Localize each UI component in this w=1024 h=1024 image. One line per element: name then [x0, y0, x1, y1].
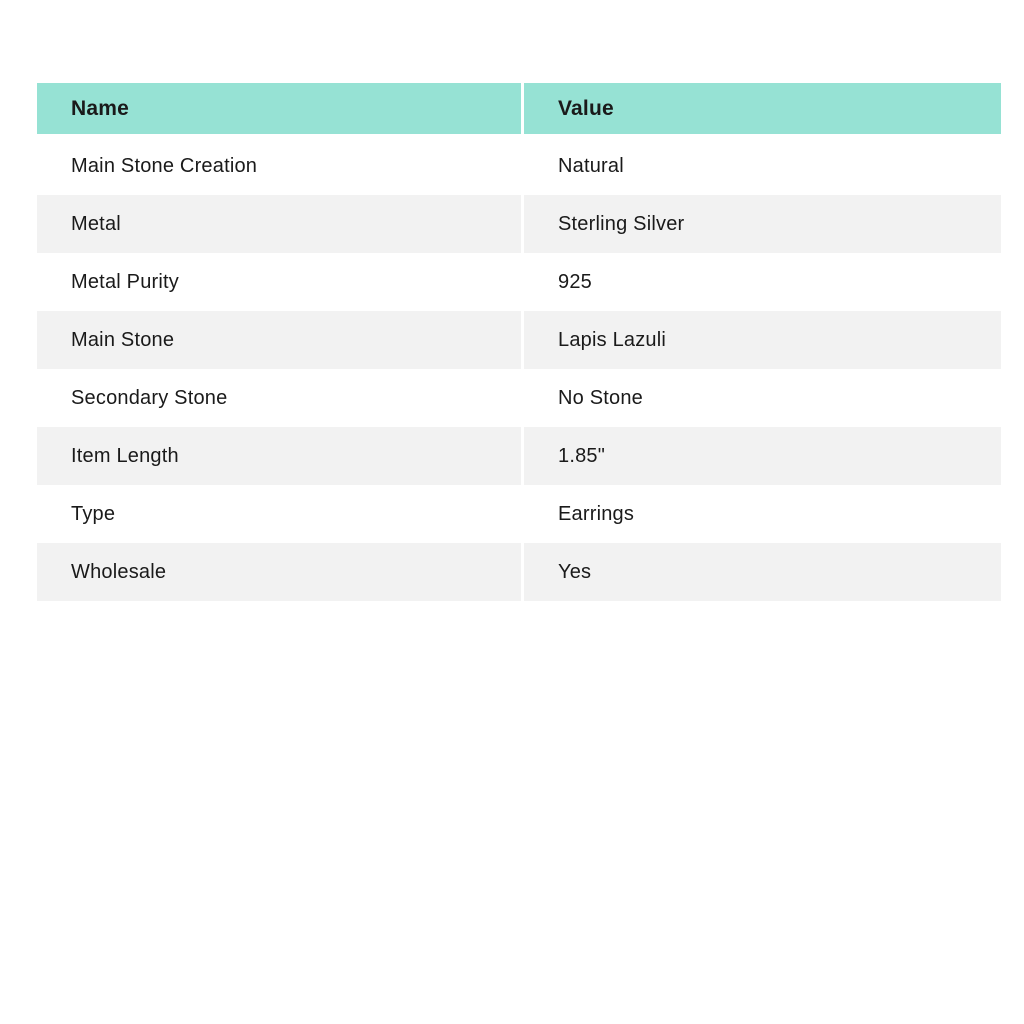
- row-value-cell: Sterling Silver: [524, 195, 1001, 253]
- table-header-row: [37, 83, 1001, 134]
- row-name-cell: Secondary Stone: [37, 369, 524, 427]
- row-name-cell: Wholesale: [37, 543, 524, 601]
- table-row: [37, 543, 1001, 601]
- row-value-cell: Earrings: [524, 485, 1001, 543]
- row-value-cell: Natural: [524, 137, 1001, 195]
- row-value-cell: 925: [524, 253, 1001, 311]
- row-value-cell: No Stone: [524, 369, 1001, 427]
- table-header-value: Value: [524, 83, 1001, 134]
- table-row: [37, 369, 1001, 427]
- row-name-cell: Metal Purity: [37, 253, 524, 311]
- specification-table: [37, 83, 1001, 601]
- table-row: [37, 195, 1001, 253]
- table-body: [37, 137, 1001, 601]
- row-value-cell: Yes: [524, 543, 1001, 601]
- row-name-cell: Main Stone Creation: [37, 137, 524, 195]
- table-row: [37, 253, 1001, 311]
- row-name-cell: Type: [37, 485, 524, 543]
- row-name-cell: Metal: [37, 195, 524, 253]
- table-header-name: Name: [37, 83, 524, 134]
- table-row: [37, 311, 1001, 369]
- table-row: [37, 137, 1001, 195]
- row-name-cell: Item Length: [37, 427, 524, 485]
- row-value-cell: 1.85": [524, 427, 1001, 485]
- table-row: [37, 427, 1001, 485]
- table-row: [37, 485, 1001, 543]
- row-value-cell: Lapis Lazuli: [524, 311, 1001, 369]
- row-name-cell: Main Stone: [37, 311, 524, 369]
